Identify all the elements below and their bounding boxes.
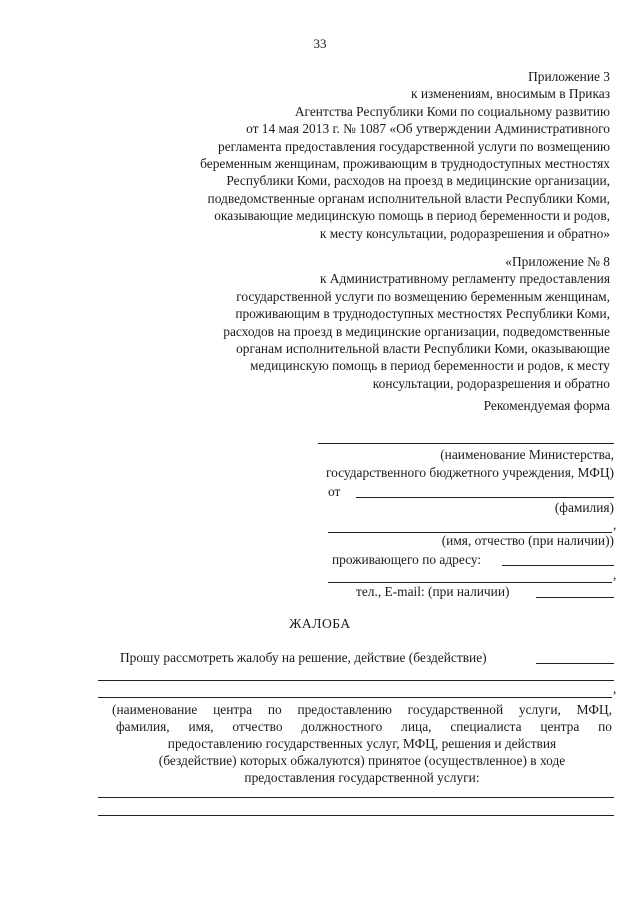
appendix-3-line: от 14 мая 2013 г. № 1087 «Об утверждении Административного (246, 121, 610, 137)
comma: , (613, 567, 617, 582)
ministry-hint: государственного бюджетного учреждения, МФЦ) (325, 465, 614, 480)
complaint-note-line: фамилия, имя, отчество должностного лица, специалиста центра по (116, 719, 612, 734)
comma: , (613, 517, 617, 532)
name-hint: (имя, отчество (при наличии)) (441, 533, 614, 548)
appendix-8-line: медицинскую помощь в период беременности и родов, к месту (250, 358, 610, 374)
page-number: 33 (313, 36, 327, 51)
appendix-3-line: к месту консультации, родоразрешения и обратно» (319, 225, 610, 241)
contact-label: тел., E-mail: (при наличии) (356, 584, 510, 599)
appendix-3-line: Приложение 3 (528, 69, 610, 84)
complaint-title: ЖАЛОБА (289, 616, 351, 631)
appendix-3-line: Республики Коми, расходов на проезд в медицинские организации, (226, 173, 610, 189)
address-line-2[interactable] (328, 582, 612, 583)
ministry-name-line[interactable] (318, 443, 614, 444)
appendix-3-line: беременным женщинам, проживающим в труднодоступных местностях (200, 156, 610, 172)
complaint-note-line: предоставлению государственных услуг, МФЦ, решения и действия (167, 736, 557, 751)
complaint-text-line[interactable] (98, 797, 614, 798)
appendix-8-line: государственной услуги по возмещению беременным женщинам, (236, 288, 610, 304)
complaint-object-line[interactable] (536, 663, 614, 664)
appendix-8-line: к Административному регламенту предоставления (319, 271, 610, 287)
complaint-object-line-3[interactable] (98, 697, 612, 698)
appendix-3-line: Агентства Республики Коми по социальному развитию (294, 103, 610, 119)
complaint-note-line: (наименование центра по предоставлению государственной услуги, МФЦ, (112, 702, 612, 717)
appendix-8-line: консультации, родоразрешения и обратно (372, 375, 610, 391)
complaint-object-line-2[interactable] (98, 680, 614, 681)
appendix-8-line: органам исполнительной власти Республики Коми, оказывающие (236, 341, 610, 357)
complaint-text-line-2[interactable] (98, 815, 614, 816)
appendix-3-line: подведомственные органам исполнительной власти Республики Коми, (207, 190, 610, 206)
appendix-3-line: к изменениям, вносимым в Приказ (411, 86, 610, 102)
appendix-8-line: «Приложение № 8 (505, 254, 610, 269)
complaint-note-line: (бездействие) которых обжалуются) принятое (осуществленное) в ходе (158, 753, 566, 768)
appendix-8-heading (223, 253, 610, 392)
surname-hint: (фамилия) (554, 500, 614, 515)
complaint-note (112, 701, 612, 786)
address-label: проживающего по адресу: (332, 552, 482, 567)
complaint-note-line: предоставления государственной услуги: (244, 770, 480, 785)
appendix-3-heading (200, 68, 610, 242)
from-label: от (328, 484, 341, 499)
address-line[interactable] (502, 565, 614, 566)
appendix-3-line: оказывающие медицинскую помощь в период беременности и родов, (214, 208, 610, 224)
appendix-8-line: проживающим в труднодоступных местностях Республики Коми, (235, 306, 610, 322)
ministry-hint: (наименование Министерства, (440, 447, 614, 462)
appendix-8-line: расходов на проезд в медицинские организации, подведомственные (223, 323, 610, 339)
contact-line[interactable] (536, 597, 614, 598)
comma: , (613, 681, 617, 696)
complaint-request: Прошу рассмотреть жалобу на решение, действие (бездействие) (120, 650, 487, 665)
surname-line[interactable] (356, 497, 614, 498)
appendix-3-line: регламента предоставления государственной услуги по возмещению (218, 138, 610, 154)
recommended-form-label: Рекомендуемая форма (483, 398, 610, 413)
